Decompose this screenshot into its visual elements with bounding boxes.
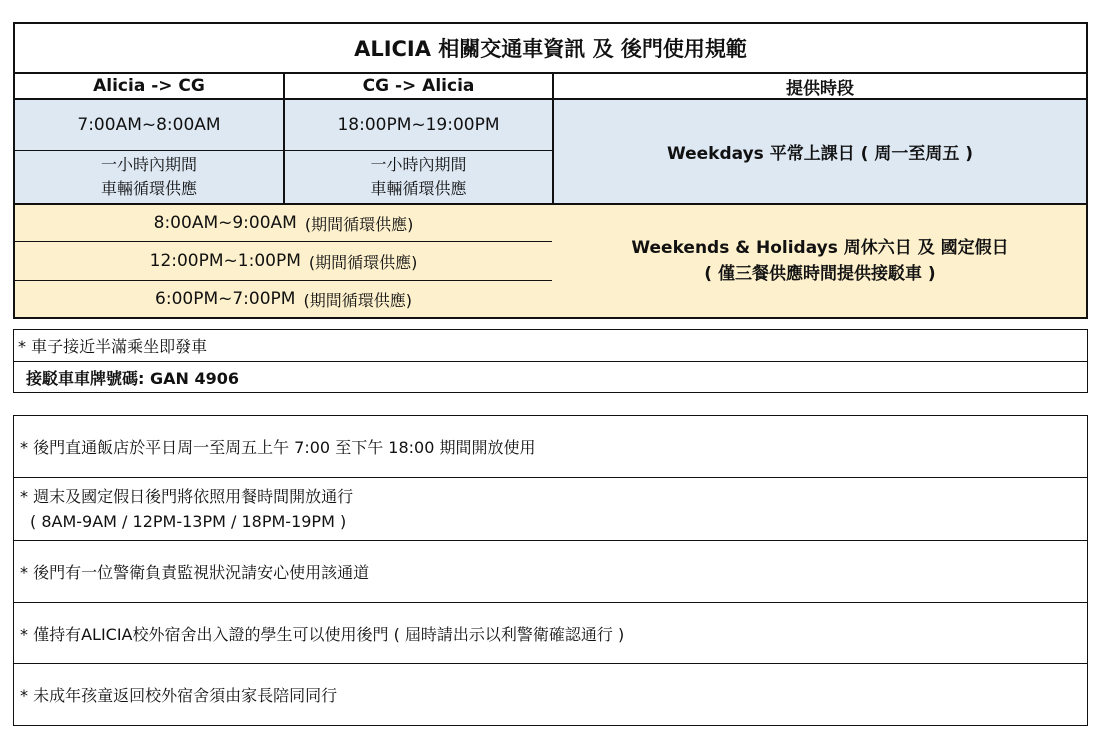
- rule-line: * 後門有一位警衛負責監視狀況請安心使用該通道: [20, 563, 370, 582]
- rule-line-sub: ( 8AM-9AM / 12PM-13PM / 18PM-19PM ): [30, 512, 347, 531]
- slot-time: 12:00PM~1:00PM: [149, 251, 301, 271]
- weekday-cg-to-alicia-time: 18:00PM~19:00PM: [337, 115, 500, 135]
- header-alicia-to-cg: Alicia -> CG: [93, 76, 205, 96]
- loop-note-line2: 車輛循環供應: [370, 179, 467, 198]
- loop-note-line1: 一小時內期間: [100, 155, 197, 174]
- rule-line: * 週末及國定假日後門將依照用餐時間開放通行: [20, 487, 354, 506]
- rule-line: * 未成年孩童返回校外宿舍須由家長陪同同行: [20, 686, 338, 705]
- header-service-period: 提供時段: [786, 78, 854, 99]
- loop-note-line2: 車輛循環供應: [100, 179, 197, 198]
- rule-item: [14, 478, 1087, 540]
- weekend-period-line1: Weekends & Holidays 周休六日 及 國定假日: [631, 238, 1009, 258]
- rule-item: [14, 416, 1087, 477]
- weekend-period-label: [554, 205, 1086, 317]
- header-cg-to-alicia: CG -> Alicia: [362, 76, 475, 96]
- slot-time: 8:00AM~9:00AM: [153, 213, 297, 233]
- rule-line: * 僅持有ALICIA校外宿舍出入證的學生可以使用後門 ( 屆時請出示以利警衛確認通行 ): [20, 624, 625, 644]
- rule-item: [14, 664, 1087, 725]
- slot-note: (期間循環供應): [308, 252, 418, 272]
- weekday-loop-note-left: [15, 151, 283, 203]
- loop-note-line1: 一小時內期間: [370, 155, 467, 174]
- weekend-slot-1: [15, 205, 552, 241]
- rule-item: [14, 541, 1087, 602]
- slot-note: (期間循環供應): [304, 214, 414, 234]
- note-plate-number: 接駁車車牌號碼: GAN 4906: [26, 368, 239, 388]
- weekday-period-label: Weekdays 平常上課日 ( 周一至周五 ): [666, 144, 974, 164]
- column-divider-1: [283, 74, 285, 203]
- note-half-full: * 車子接近半滿乘坐即發車: [18, 337, 208, 356]
- weekend-period-line2: ( 僅三餐供應時間提供接駁車 ): [704, 264, 936, 284]
- rule-item: [14, 603, 1087, 663]
- slot-note: (期間循環供應): [303, 290, 412, 310]
- page-title: ALICIA 相關交通車資訊 及 後門使用規範: [354, 37, 747, 61]
- weekend-slot-3: [15, 281, 552, 317]
- weekday-alicia-to-cg-time: 7:00AM~8:00AM: [77, 115, 221, 135]
- slot-time: 6:00PM~7:00PM: [155, 289, 296, 309]
- rule-line: * 後門直通飯店於平日周一至周五上午 7:00 至下午 18:00 期間開放使用: [20, 438, 536, 457]
- weekday-loop-note-right: [285, 151, 552, 203]
- weekend-slot-2: [15, 242, 552, 280]
